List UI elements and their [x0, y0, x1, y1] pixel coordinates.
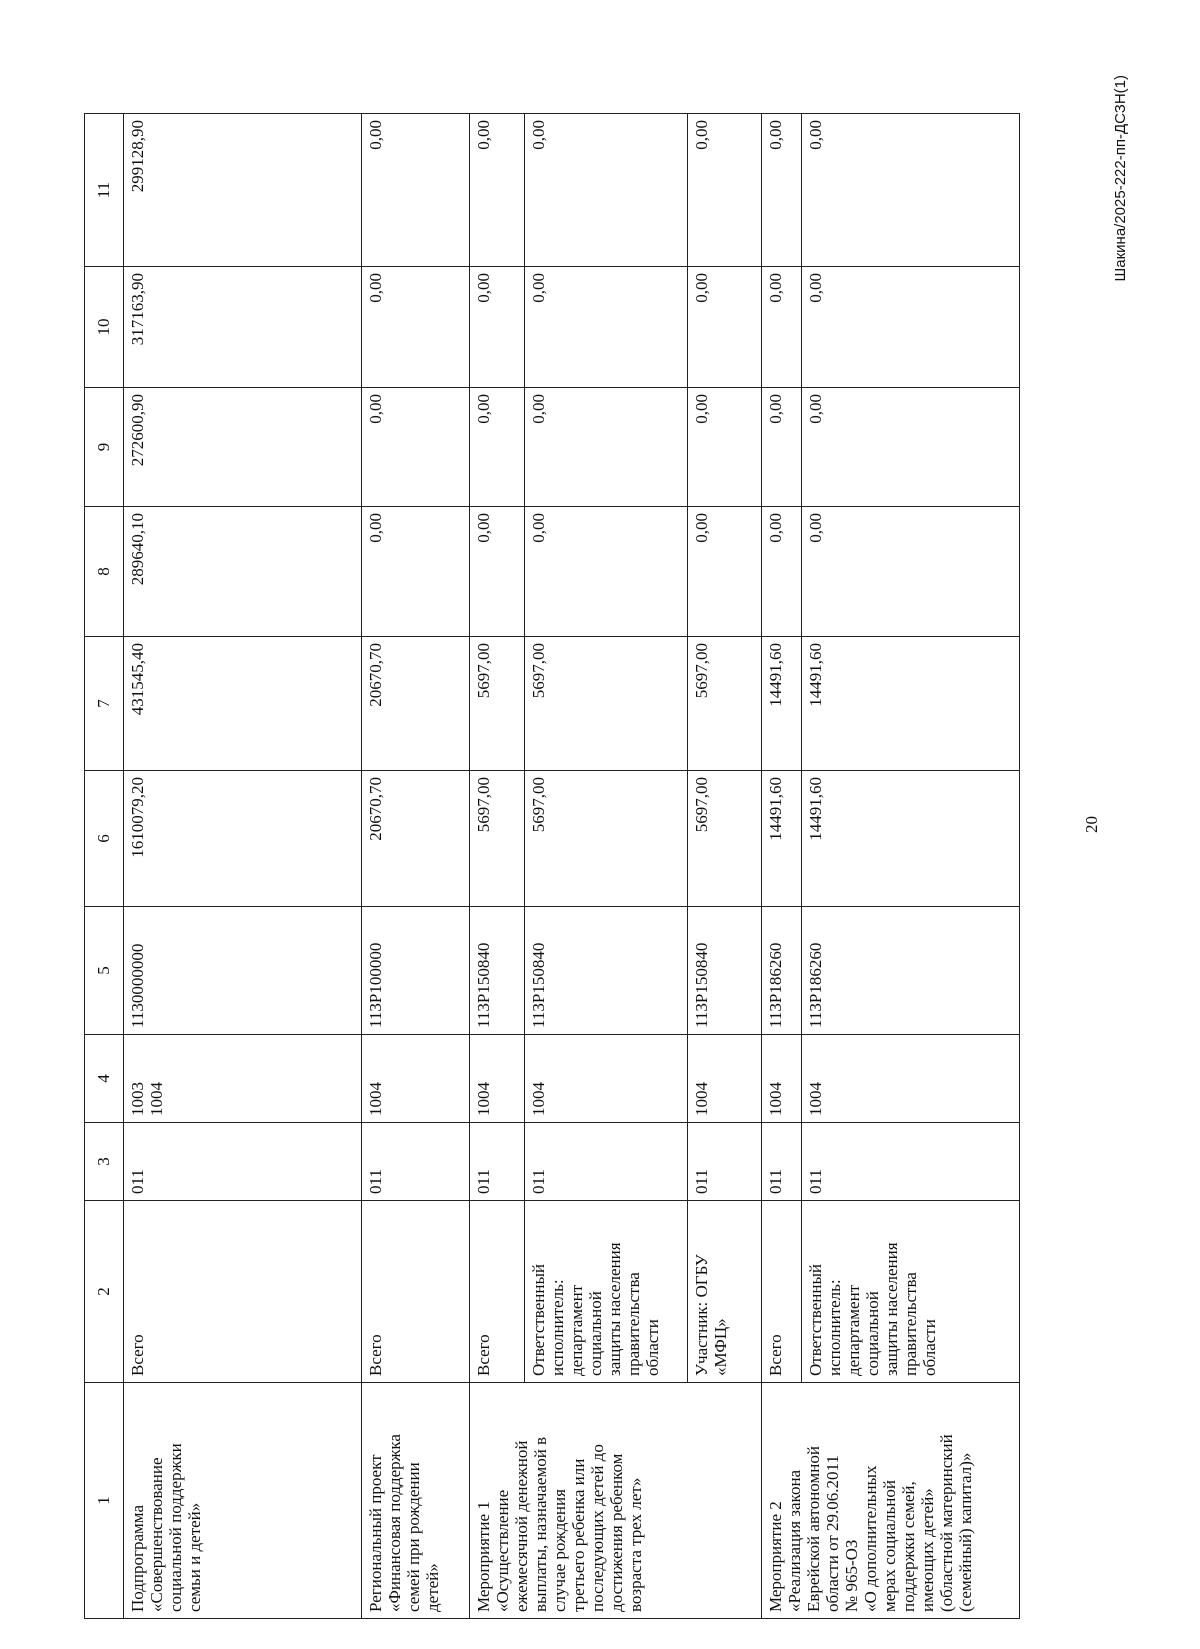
executor-cell: Участник: ОГБУ «МФЦ» [688, 1201, 762, 1383]
rzpr-cell: 1004 [470, 1035, 525, 1123]
executor-cell: Ответственный исполнитель: департамент социальной защиты населения правительства области [525, 1201, 688, 1383]
header-cell: 5 [85, 907, 124, 1035]
rzpr-cell: 1004 [762, 1035, 802, 1123]
total-cell: 5697,00 [688, 771, 762, 907]
year-cell: 0,00 [762, 388, 802, 507]
year-cell: 14491,60 [802, 637, 1020, 771]
rzpr-cell: 1003 1004 [124, 1035, 362, 1123]
year-cell: 0,00 [762, 507, 802, 637]
csr-cell: 113Р186260 [762, 907, 802, 1035]
year-cell: 0,00 [362, 114, 470, 267]
grbs-cell: 011 [802, 1123, 1020, 1201]
table-row [762, 114, 802, 1619]
header-cell: 1 [85, 1383, 124, 1619]
name-cell: Региональный проект «Финансовая поддержка семей при рождении детей» [362, 1383, 470, 1619]
year-cell: 0,00 [525, 267, 688, 388]
grbs-cell: 011 [688, 1123, 762, 1201]
name-cell: Мероприятие 2 «Реализация закона Еврейской автономной области от 29.06.2011 № 965-ОЗ «О дополнительных мерах социальной поддержки семей, имеющих детей» (областной материнский (семейный) капитал)» [762, 1383, 1020, 1619]
name-cell: Мероприятие 1 «Осуществление ежемесячной денежной выплаты, назначаемой в случае рождения третьего ребенка или последующих детей до достижения ребенком возраста трех лет» [470, 1383, 762, 1619]
rzpr-cell: 1004 [802, 1035, 1020, 1123]
header-row [85, 114, 124, 1619]
year-cell: 5697,00 [470, 637, 525, 771]
csr-cell: 113Р150840 [688, 907, 762, 1035]
table-row [124, 114, 362, 1619]
header-cell: 9 [85, 388, 124, 507]
header-cell: 10 [85, 267, 124, 388]
csr-cell: 1130000000 [124, 907, 362, 1035]
grbs-cell: 011 [525, 1123, 688, 1201]
year-cell: 0,00 [470, 507, 525, 637]
year-cell: 5697,00 [525, 637, 688, 771]
total-cell: 14491,60 [762, 771, 802, 907]
year-cell: 0,00 [470, 267, 525, 388]
header-cell: 4 [85, 1035, 124, 1123]
year-cell: 0,00 [802, 388, 1020, 507]
document-code: Шакина/2025-222-пп-ДСЗН(1) [1112, 75, 1129, 282]
csr-cell: 113Р150840 [525, 907, 688, 1035]
executor-cell: Всего [362, 1201, 470, 1383]
year-cell: 0,00 [688, 114, 762, 267]
header-cell: 3 [85, 1123, 124, 1201]
header-cell: 7 [85, 637, 124, 771]
year-cell: 0,00 [762, 114, 802, 267]
year-cell: 0,00 [362, 507, 470, 637]
year-cell: 0,00 [688, 507, 762, 637]
year-cell: 0,00 [470, 388, 525, 507]
year-cell: 0,00 [688, 267, 762, 388]
grbs-cell: 011 [762, 1123, 802, 1201]
year-cell: 0,00 [802, 114, 1020, 267]
header-cell: 6 [85, 771, 124, 907]
rzpr-cell: 1004 [362, 1035, 470, 1123]
budget-table [84, 113, 1020, 1619]
year-cell: 5697,00 [688, 637, 762, 771]
page-number: 20 [1082, 816, 1101, 833]
csr-cell: 113Р186260 [802, 907, 1020, 1035]
executor-cell: Ответственный исполнитель: департамент социальной защиты населения правительства области [802, 1201, 1020, 1383]
header-cell: 8 [85, 507, 124, 637]
csr-cell: 113Р100000 [362, 907, 470, 1035]
rzpr-cell: 1004 [688, 1035, 762, 1123]
total-cell: 20670,70 [362, 771, 470, 907]
year-cell: 0,00 [362, 267, 470, 388]
table-row [362, 114, 470, 1619]
year-cell: 272600,90 [124, 388, 362, 507]
year-cell: 0,00 [362, 388, 470, 507]
year-cell: 299128,90 [124, 114, 362, 267]
executor-cell: Всего [762, 1201, 802, 1383]
grbs-cell: 011 [362, 1123, 470, 1201]
header-cell: 11 [85, 114, 124, 267]
table-row [470, 114, 525, 1619]
total-cell: 14491,60 [802, 771, 1020, 907]
year-cell: 0,00 [802, 267, 1020, 388]
year-cell: 0,00 [688, 388, 762, 507]
year-cell: 14491,60 [762, 637, 802, 771]
total-cell: 5697,00 [525, 771, 688, 907]
total-cell: 1610079,20 [124, 771, 362, 907]
header-cell: 2 [85, 1201, 124, 1383]
name-cell: Подпрограмма «Совершенствование социальной поддержки семьи и детей» [124, 1383, 362, 1619]
csr-cell: 113Р150840 [470, 907, 525, 1035]
year-cell: 20670,70 [362, 637, 470, 771]
executor-cell: Всего [124, 1201, 362, 1383]
rzpr-cell: 1004 [525, 1035, 688, 1123]
year-cell: 431545,40 [124, 637, 362, 771]
executor-cell: Всего [470, 1201, 525, 1383]
year-cell: 0,00 [470, 114, 525, 267]
year-cell: 0,00 [762, 267, 802, 388]
year-cell: 0,00 [525, 507, 688, 637]
year-cell: 317163,90 [124, 267, 362, 388]
year-cell: 0,00 [802, 507, 1020, 637]
year-cell: 0,00 [525, 114, 688, 267]
grbs-cell: 011 [124, 1123, 362, 1201]
total-cell: 5697,00 [470, 771, 525, 907]
year-cell: 0,00 [525, 388, 688, 507]
year-cell: 289640,10 [124, 507, 362, 637]
grbs-cell: 011 [470, 1123, 525, 1201]
